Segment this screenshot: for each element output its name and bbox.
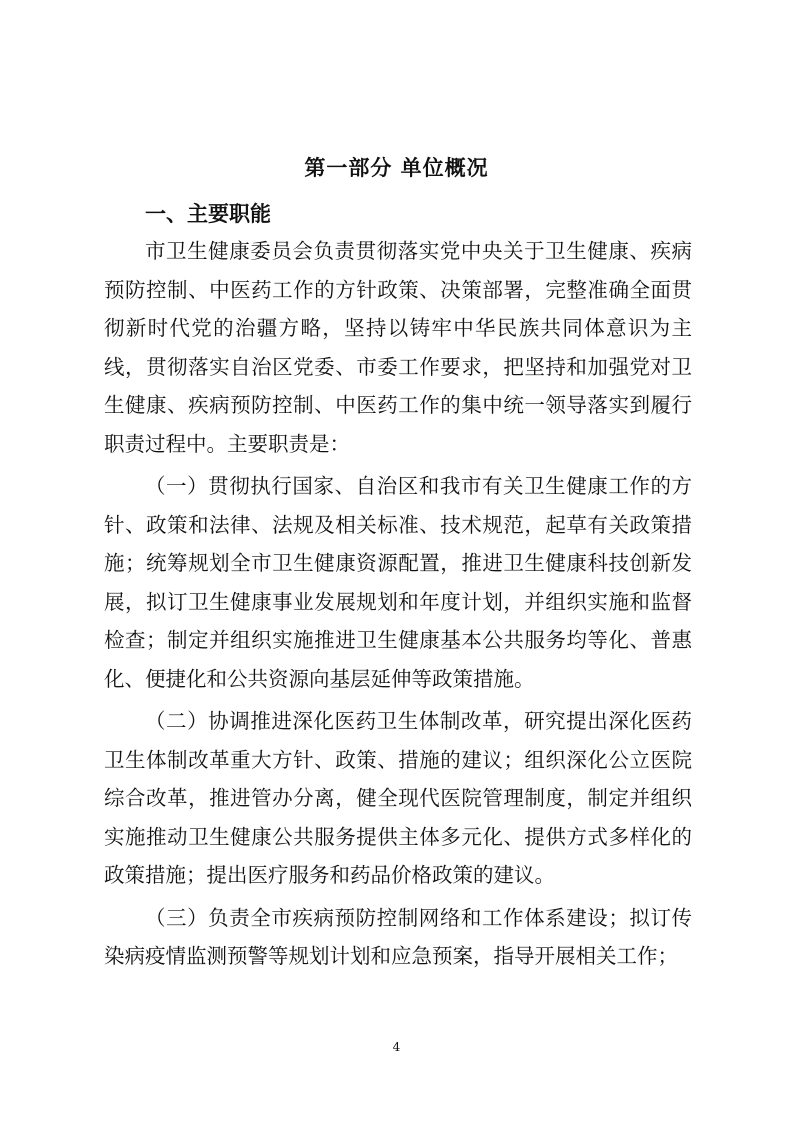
part-title: 第一部分 单位概况 bbox=[304, 156, 489, 180]
paragraph-duty-2: （二）协调推进深化医药卫生体制改革，研究提出深化医药卫生体制改革重大方针、政策、措施的建议；组织深化公立医院综合改革，推进管办分离，健全现代医院管理制度，制定并组织实施推动卫生健康公共服务提供主体多元化、提供方式多样化的政策措施；提出医疗服务和药品价格政策的建议。 bbox=[104, 709, 692, 887]
section-heading: 一、主要职能 bbox=[145, 202, 271, 226]
paragraph-duty-1: （一）贯彻执行国家、自治区和我市有关卫生健康工作的方针、政策和法律、法规及相关标准、技术规范，起草有关政策措施；统筹规划全市卫生健康资源配置，推进卫生健康科技创新发展，拟订卫生健康事业发展规划和年度计划，并组织实施和监督检查；制定并组织实施推进卫生健康基本公共服务均等化、普惠化、便捷化和公共资源向基层延伸等政策措施。 bbox=[104, 474, 692, 691]
page-number: 4 bbox=[392, 1040, 401, 1054]
paragraph-intro: 市卫生健康委员会负责贯彻落实党中央关于卫生健康、疾病预防控制、中医药工作的方针政策、决策部署，完整准确全面贯彻新时代党的治疆方略，坚持以铸牢中华民族共同体意识为主线，贯彻落实自治区党委、市委工作要求，把坚持和加强党对卫生健康、疾病预防控制、中医药工作的集中统一领导落实到履行职责过程中。主要职责是： bbox=[104, 239, 692, 456]
paragraph-duty-3: （三）负责全市疾病预防控制网络和工作体系建设；拟订传染病疫情监测预警等规划计划和应急预案，指导开展相关工作； bbox=[104, 905, 692, 968]
document-body bbox=[104, 232, 692, 976]
